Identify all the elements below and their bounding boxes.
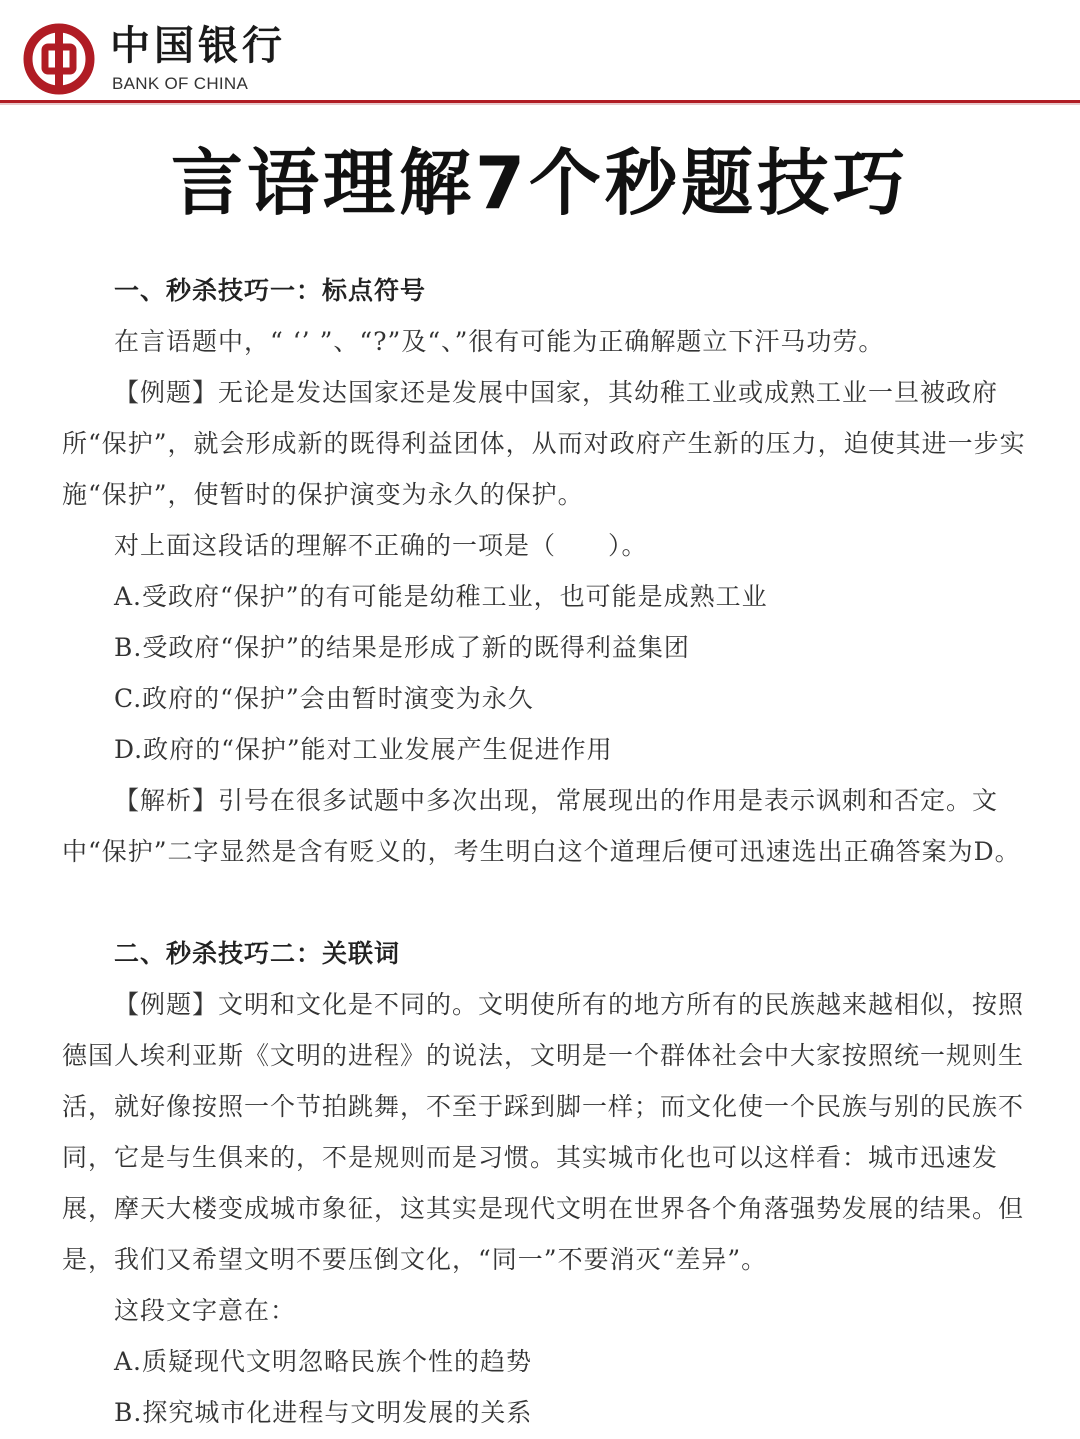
section1-option-b: B.受政府“保护”的结果是形成了新的既得利益集团: [114, 633, 690, 662]
section1-option-c: C.政府的“保护”会由暂时演变为永久: [114, 684, 534, 713]
logo-chinese-text: 中国银行: [110, 22, 286, 69]
article-body: [62, 265, 1032, 1438]
section2-option-a: A.质疑现代文明忽略民族个性的趋势: [114, 1347, 533, 1376]
section2-example: 【例题】文明和文化是不同的。文明使所有的地方所有的民族越来越相似，按照德国人埃利亚斯《文明的进程》的说法，文明是一个群体社会中大家按照统一规则生活，就好像按照一个节拍跳舞，不至于踩到脚一样；而文化使一个民族与别的民族不同，它是与生俱来的，不是规则而是习惯。其实城市化也可以这样看：城市迅速发展，摩天大楼变成城市象征，这其实是现代文明在世界各个角落强势发展的结果。但是，我们又希望文明不要压倒文化，“同一”不要消灭“差异”。: [62, 990, 1025, 1274]
logo-english-text: BANK OF CHINA: [112, 74, 249, 93]
section2-option-b: B.探究城市化进程与文明发展的关系: [114, 1398, 533, 1427]
section2-heading: 二、秒杀技巧二：关联词: [114, 939, 401, 968]
section1-analysis: 【解析】引号在很多试题中多次出现，常展现出的作用是表示讽刺和否定。文中“保护”二字显然是含有贬义的，考生明白这个道理后便可迅速选出正确答案为D。: [62, 786, 1021, 866]
page-title: 言语理解7个秒题技巧: [170, 141, 910, 225]
section1-heading: 一、秒杀技巧一：标点符号: [114, 276, 427, 305]
bank-of-china-logo-icon: [22, 22, 96, 96]
section-spacer: [62, 877, 1032, 928]
section2-question: 这段文字意在：: [114, 1296, 297, 1325]
section1-intro: 在言语题中，“ ‘’ ”、“?”及“、”很有可能为正确解题立下汗马功劳。: [114, 327, 885, 356]
section1-option-a: A.受政府“保护”的有可能是幼稚工业，也可能是成熟工业: [114, 582, 768, 611]
section1-option-d: D.政府的“保护”能对工业发展产生促进作用: [114, 735, 613, 764]
header: [0, 0, 1080, 104]
header-divider-shadow: [0, 103, 1080, 105]
section1-question: 对上面这段话的理解不正确的一项是（ ）。: [114, 531, 648, 560]
section1-example: 【例题】无论是发达国家还是发展中国家，其幼稚工业或成熟工业一旦被政府所“保护”，就会形成新的既得利益团体，从而对政府产生新的压力，迫使其进一步实施“保护”，使暂时的保护演变为永久的保护。: [62, 378, 1026, 509]
